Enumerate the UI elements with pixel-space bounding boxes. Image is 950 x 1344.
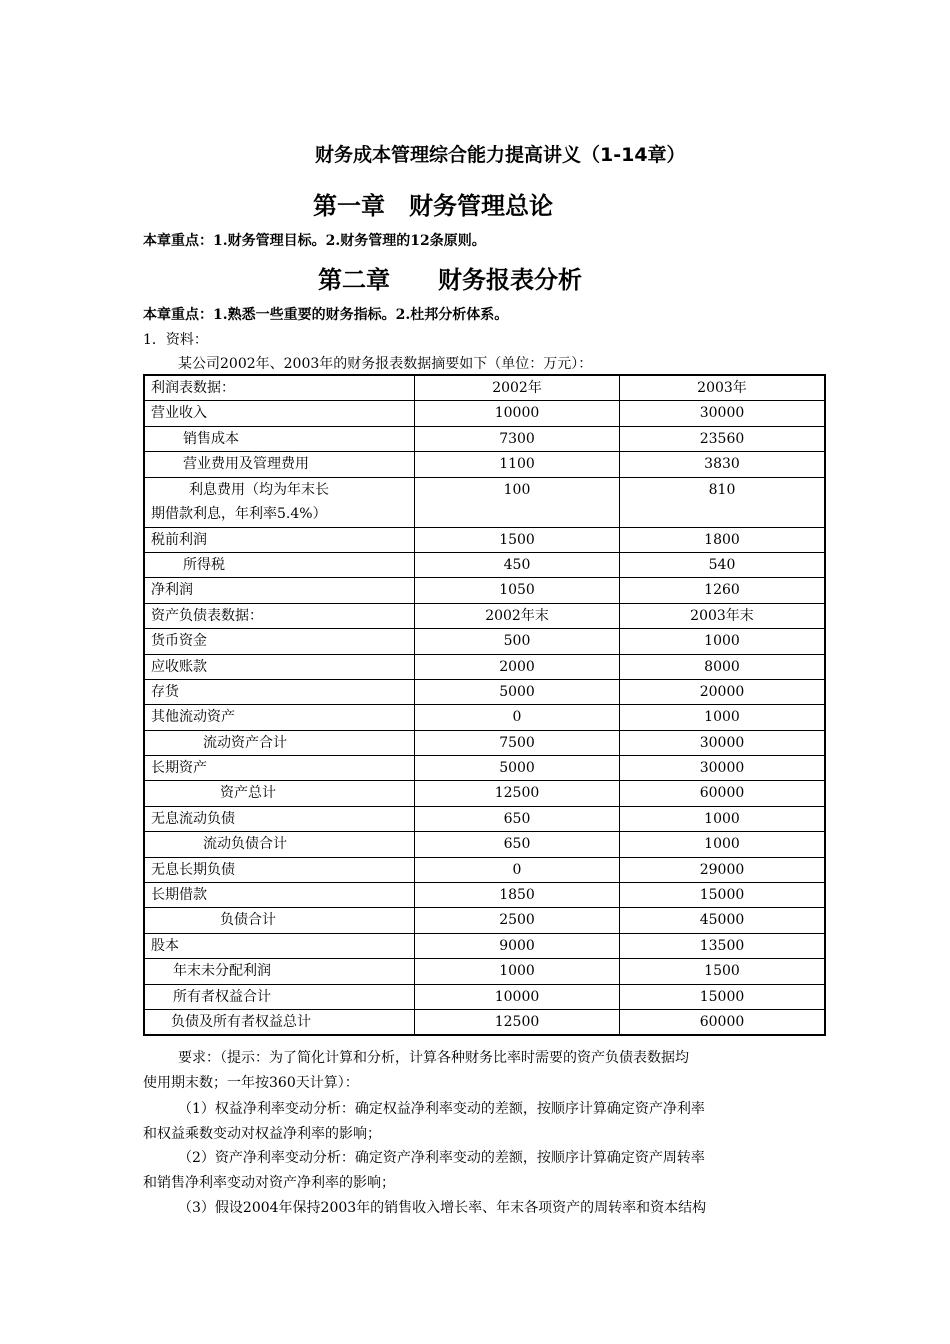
- table-cell-label: 应收账款: [144, 654, 415, 679]
- table-cell-2003: 13500: [620, 933, 826, 958]
- table-cell-label: 利润表数据：: [144, 375, 415, 401]
- table-cell-2002: 10000: [415, 401, 620, 426]
- requirement-2-line1: （2）资产净利率变动分析：确定资产净利率变动的差额，按顺序计算确定资产周转率: [178, 1150, 705, 1166]
- table-cell-2003: 1800: [620, 527, 826, 552]
- table-cell-2003: 45000: [620, 908, 826, 933]
- table-cell-2003: 30000: [620, 756, 826, 781]
- requirement-3-line1: （3）假设2004年保持2003年的销售收入增长率、年末各项资产的周转率和资本结构: [178, 1200, 707, 1216]
- table-cell-2002: 500: [415, 629, 620, 654]
- table-cell-2002: 1850: [415, 883, 620, 908]
- table-cell-label: [144, 477, 415, 527]
- chapter2-focus: 本章重点：1.熟悉一些重要的财务指标。2.杜邦分析体系。: [143, 307, 509, 323]
- table-row: [144, 578, 825, 603]
- table-cell-2003: 1500: [620, 959, 826, 984]
- table-row: [144, 883, 825, 908]
- interest-label-line2: 期借款利息，年利率5.4%）: [151, 505, 327, 522]
- table-row: [144, 477, 825, 527]
- table-cell-2003: 15000: [620, 883, 826, 908]
- table-cell-2002: 0: [415, 857, 620, 882]
- table-cell-2002: 1000: [415, 959, 620, 984]
- table-cell-label: 其他流动资产: [144, 705, 415, 730]
- requirements-intro-line2: 使用期末数；一年按360天计算）：: [143, 1075, 359, 1091]
- financial-statements-table: [143, 374, 826, 1036]
- requirement-item-3: [143, 1196, 823, 1221]
- chapter1-title: 第一章 财务管理总论: [313, 192, 553, 220]
- table-cell-label: 货币资金: [144, 629, 415, 654]
- requirements-intro-line1: 要求：（提示：为了简化计算和分析，计算各种财务比率时需要的资产负债表数据均: [178, 1050, 689, 1066]
- table-cell-label: 流动负债合计: [144, 832, 415, 857]
- table-row: [144, 375, 825, 401]
- table-cell-2002: 5000: [415, 756, 620, 781]
- table-cell-2003: 2003年: [620, 375, 826, 401]
- table-cell-2002: 10000: [415, 984, 620, 1009]
- table-cell-2003: 60000: [620, 781, 826, 806]
- table-cell-2003: 1000: [620, 806, 826, 831]
- table-cell-label: 资产负债表数据：: [144, 603, 415, 628]
- table-cell-label: 存货: [144, 679, 415, 704]
- table-row: [144, 705, 825, 730]
- table-cell-2003: 1000: [620, 629, 826, 654]
- table-cell-label: 长期资产: [144, 756, 415, 781]
- table-cell-label: 净利润: [144, 578, 415, 603]
- table-cell-2003: 23560: [620, 426, 826, 451]
- table-cell-2003: 1000: [620, 832, 826, 857]
- table-cell-2002: 1050: [415, 578, 620, 603]
- requirements-intro: [143, 1046, 823, 1096]
- table-cell-2003: 1000: [620, 705, 826, 730]
- table-cell-2002: 0: [415, 705, 620, 730]
- table-cell-label: 所有者权益合计: [144, 984, 415, 1009]
- table-row: [144, 908, 825, 933]
- table-cell-label: 负债及所有者权益总计: [144, 1009, 415, 1035]
- table-cell-2002: 450: [415, 552, 620, 577]
- requirement-item-2: [143, 1146, 823, 1196]
- table-cell-label: 营业费用及管理费用: [144, 452, 415, 477]
- table-cell-2003: 20000: [620, 679, 826, 704]
- table-row: [144, 426, 825, 451]
- chapter1-focus: 本章重点：1.财务管理目标。2.财务管理的12条原则。: [143, 233, 486, 249]
- table-cell-2003: 1260: [620, 578, 826, 603]
- table-cell-label: 税前利润: [144, 527, 415, 552]
- table-row: [144, 654, 825, 679]
- table-cell-2002: 7300: [415, 426, 620, 451]
- table-cell-label: 年末未分配利润: [144, 959, 415, 984]
- table-cell-2003: 540: [620, 552, 826, 577]
- table-cell-2002: 2500: [415, 908, 620, 933]
- table-cell-2003: 29000: [620, 857, 826, 882]
- table-cell-2002: 12500: [415, 781, 620, 806]
- table-cell-2002: 650: [415, 806, 620, 831]
- table-cell-label: 营业收入: [144, 401, 415, 426]
- material-intro: 某公司2002年、2003年的财务报表数据摘要如下（单位：万元）：: [178, 356, 593, 372]
- table-cell-label: 流动资产合计: [144, 730, 415, 755]
- table-row: [144, 806, 825, 831]
- table-cell-2003: 3830: [620, 452, 826, 477]
- table-cell-label: 资产总计: [144, 781, 415, 806]
- table-row: [144, 603, 825, 628]
- interest-label-line1: 利息费用（均为年末长: [189, 481, 329, 498]
- table-cell-2002: 2002年: [415, 375, 620, 401]
- table-cell-2002: 100: [415, 477, 620, 527]
- table-row: [144, 629, 825, 654]
- table-cell-2003: 60000: [620, 1009, 826, 1035]
- table-row: [144, 933, 825, 958]
- table-cell-2003: 2003年末: [620, 603, 826, 628]
- table-cell-2002: 2002年末: [415, 603, 620, 628]
- requirement-1-line1: （1）权益净利率变动分析：确定权益净利率变动的差额，按顺序计算确定资产净利率: [178, 1101, 705, 1117]
- table-row: [144, 730, 825, 755]
- table-row: [144, 401, 825, 426]
- table-cell-2002: 1500: [415, 527, 620, 552]
- table-cell-label: 股本: [144, 933, 415, 958]
- table-cell-2002: 2000: [415, 654, 620, 679]
- table-cell-2002: 7500: [415, 730, 620, 755]
- table-cell-2002: 12500: [415, 1009, 620, 1035]
- table-row: [144, 756, 825, 781]
- requirement-2-line2: 和销售净利率变动对资产净利率的影响；: [143, 1175, 395, 1191]
- requirement-item-1: [143, 1097, 823, 1147]
- table-cell-2002: 9000: [415, 933, 620, 958]
- table-row: [144, 959, 825, 984]
- document-title: 财务成本管理综合能力提高讲义（1-14章）: [315, 144, 686, 166]
- table-cell-2002: 1100: [415, 452, 620, 477]
- table-row: [144, 857, 825, 882]
- table-row: [144, 984, 825, 1009]
- table-cell-2003: 8000: [620, 654, 826, 679]
- table-row: [144, 452, 825, 477]
- table-cell-2002: 650: [415, 832, 620, 857]
- table-row: [144, 781, 825, 806]
- table-row: [144, 552, 825, 577]
- table-row: [144, 527, 825, 552]
- table-row: [144, 1009, 825, 1035]
- table-cell-label: 无息长期负债: [144, 857, 415, 882]
- table-cell-2002: 5000: [415, 679, 620, 704]
- requirement-1-line2: 和权益乘数变动对权益净利率的影响；: [143, 1126, 381, 1142]
- table-cell-label: 所得税: [144, 552, 415, 577]
- table-cell-2003: 30000: [620, 401, 826, 426]
- table-cell-2003: 30000: [620, 730, 826, 755]
- table-cell-2003: 15000: [620, 984, 826, 1009]
- table-row: [144, 832, 825, 857]
- table-cell-label: 负债合计: [144, 908, 415, 933]
- table-cell-2003: 810: [620, 477, 826, 527]
- table-cell-label: 销售成本: [144, 426, 415, 451]
- table-row: [144, 679, 825, 704]
- material-label: 1．资料：: [143, 332, 208, 348]
- table-cell-label: 无息流动负债: [144, 806, 415, 831]
- chapter2-title: 第二章 财务报表分析: [318, 266, 582, 294]
- table-cell-label: 长期借款: [144, 883, 415, 908]
